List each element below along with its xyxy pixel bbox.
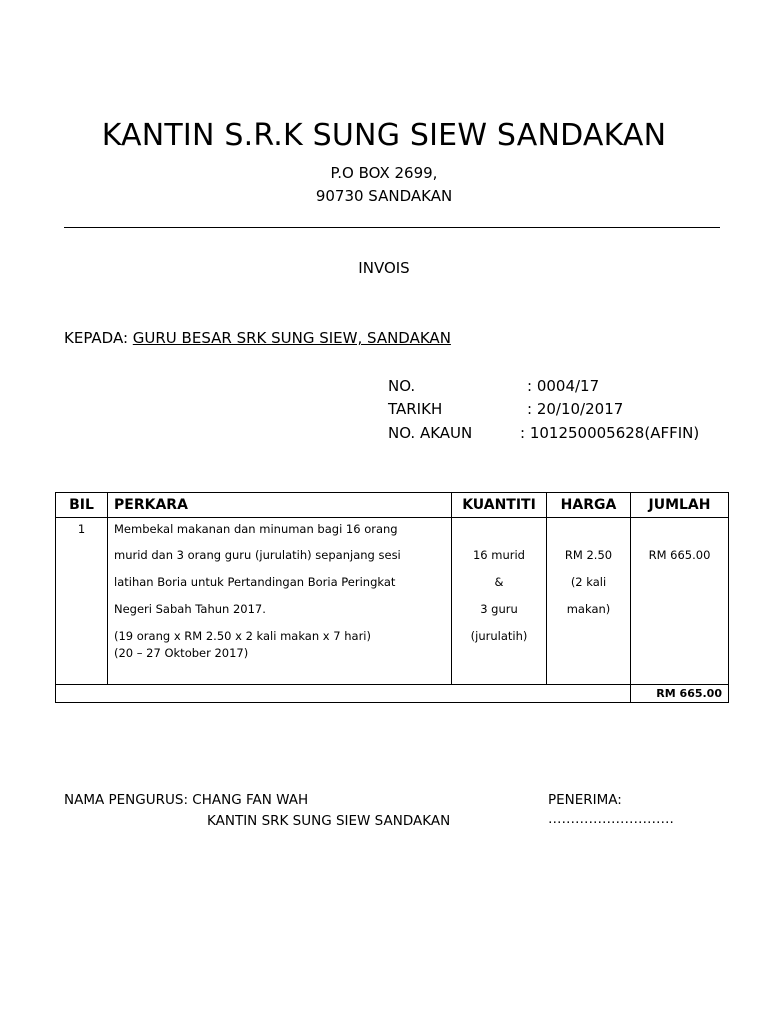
account-label: NO. AKAUN (388, 424, 473, 442)
price-line: (2 kali (570, 575, 607, 589)
invoice-no-label: NO. (388, 377, 416, 395)
quantity-line: & (494, 575, 504, 589)
price-line: makan) (566, 602, 611, 616)
header-perkara: PERKARA (108, 493, 452, 518)
date-label: TARIKH (388, 400, 443, 418)
header-harga: HARGA (547, 493, 631, 518)
quantity-line: (jurulatih) (470, 629, 528, 643)
quantity-line: 3 guru (480, 602, 518, 616)
table-total-row (56, 685, 729, 703)
description-line: latihan Boria untuk Pertandingan Boria Peringkat (114, 575, 396, 589)
amount-value: RM 665.00 (648, 548, 711, 562)
price-line: RM 2.50 (564, 548, 613, 562)
row-number: 1 (77, 522, 86, 536)
cell-harga (547, 518, 631, 685)
address-line-2: 90730 SANDAKAN (315, 187, 453, 205)
invoice-table (55, 492, 729, 703)
document-type: INVOIS (358, 259, 410, 277)
header-divider (64, 227, 720, 228)
receiver-signature-line: ………………………. (548, 811, 674, 827)
description-line: (19 orang x RM 2.50 x 2 kali makan x 7 hari) (114, 629, 371, 643)
table-row (56, 518, 729, 685)
address-line-1: P.O BOX 2699, (330, 164, 438, 182)
description-line: murid dan 3 orang guru (jurulatih) sepanjang sesi (114, 548, 401, 562)
description-line: (20 – 27 Oktober 2017) (114, 646, 249, 660)
cell-kuantiti (452, 518, 547, 685)
cell-perkara (108, 518, 452, 685)
account-value: : 101250005628(AFFIN) (520, 424, 700, 442)
total-amount: RM 665.00 (631, 685, 729, 703)
date-value: : 20/10/2017 (527, 400, 624, 418)
invoice-no-value: : 0004/17 (527, 377, 600, 395)
cell-bil (56, 518, 108, 685)
description-line: Negeri Sabah Tahun 2017. (114, 602, 266, 616)
total-spacer (56, 685, 631, 703)
manager-canteen: KANTIN SRK SUNG SIEW SANDAKAN (207, 813, 451, 829)
header-jumlah: JUMLAH (631, 493, 729, 518)
header-bil: BIL (56, 493, 108, 518)
manager-name: NAMA PENGURUS: CHANG FAN WAH (64, 792, 309, 808)
cell-jumlah (631, 518, 729, 685)
header-kuantiti: KUANTITI (452, 493, 547, 518)
quantity-line: 16 murid (472, 548, 525, 562)
recipient-label: KEPADA: (64, 329, 128, 347)
description-line: Membekal makanan dan minuman bagi 16 orang (114, 522, 398, 536)
canteen-title: KANTIN S.R.K SUNG SIEW SANDAKAN (101, 118, 667, 153)
receiver-label: PENERIMA: (548, 792, 622, 808)
recipient-name: GURU BESAR SRK SUNG SIEW, SANDAKAN (132, 329, 451, 347)
table-header-row (56, 493, 729, 518)
recipient-line (64, 329, 451, 347)
